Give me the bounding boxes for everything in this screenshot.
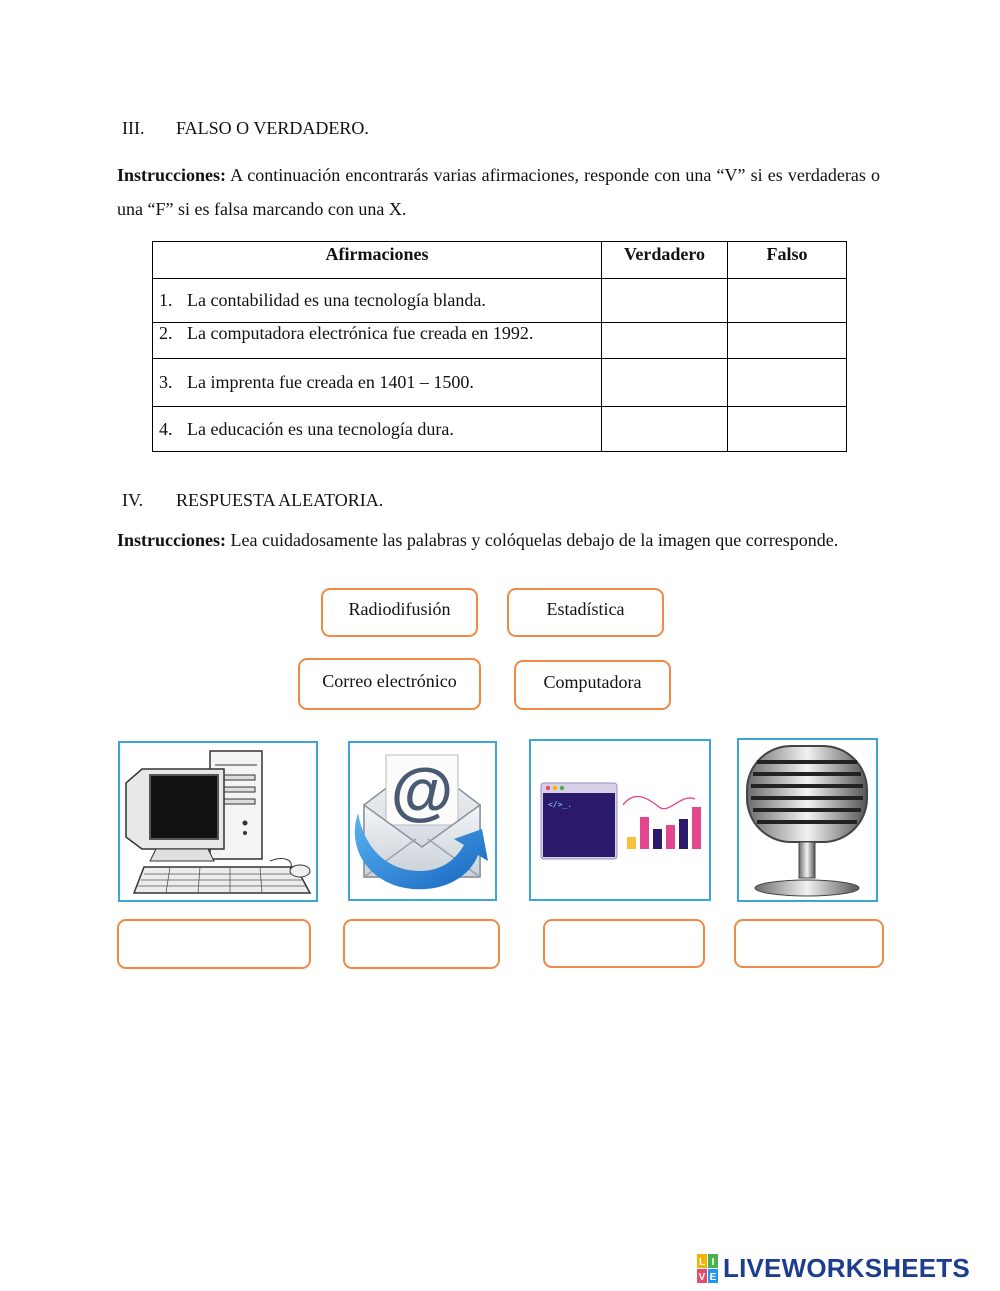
falso-answer-cell[interactable] <box>728 359 847 407</box>
section-4-number: IV. <box>122 490 144 510</box>
instructions-text: Lea cuidadosamente las palabras y colóquelas debajo de la imagen que corresponde. <box>226 530 839 550</box>
header-verdadero: Verdadero <box>602 242 728 279</box>
statement-cell <box>153 279 602 323</box>
verdadero-answer-cell[interactable] <box>602 359 728 407</box>
falso-answer-cell[interactable] <box>728 323 847 359</box>
section-3-title: FALSO O VERDADERO. <box>176 118 369 138</box>
badge-letter-e: E <box>709 1271 717 1283</box>
answer-slot-statistics[interactable] <box>543 919 705 968</box>
verdadero-answer-cell[interactable] <box>602 279 728 323</box>
instructions-label: Instrucciones: <box>117 165 226 185</box>
instructions-label: Instrucciones: <box>117 530 226 550</box>
statistics-icon <box>531 741 709 899</box>
header-falso: Falso <box>728 242 847 279</box>
email-image <box>348 741 497 901</box>
statistics-image <box>529 739 711 901</box>
liveworksheets-logo <box>697 1253 970 1284</box>
statement-number: 3. <box>159 372 173 392</box>
table-row <box>153 323 847 359</box>
liveworksheets-badge <box>697 1254 719 1284</box>
word-radiodifusion[interactable]: Radiodifusión <box>321 588 478 637</box>
verdadero-answer-cell[interactable] <box>602 323 728 359</box>
statement-cell <box>153 407 602 452</box>
word-estadistica[interactable]: Estadística <box>507 588 664 637</box>
badge-letter-i: I <box>711 1256 715 1268</box>
answer-slot-email[interactable] <box>343 919 500 969</box>
falso-answer-cell[interactable] <box>728 407 847 452</box>
section-3-instructions <box>117 158 880 226</box>
computer-image <box>118 741 318 902</box>
word-correo-electronico[interactable]: Correo electrónico <box>298 658 481 710</box>
section-4-instructions <box>117 528 880 552</box>
section-3-number: III. <box>122 118 145 138</box>
statement-text: La computadora electrónica fue creada en 1992. <box>187 323 534 343</box>
instructions-text: A continuación encontrarás varias afirmaciones, responde con una “V” si es verdaderas o una “F” si es falsa marcando con una X. <box>117 165 880 219</box>
statement-text: La educación es una tecnología dura. <box>187 418 454 439</box>
statement-number: 2. <box>159 323 173 343</box>
true-false-table <box>152 241 847 452</box>
table-row <box>153 359 847 407</box>
falso-answer-cell[interactable] <box>728 279 847 323</box>
statement-cell <box>153 323 602 359</box>
verdadero-answer-cell[interactable] <box>602 407 728 452</box>
table-row <box>153 279 847 323</box>
email-icon <box>350 743 495 899</box>
computer-icon <box>120 743 316 900</box>
statement-number: 4. <box>159 418 173 439</box>
microphone-image <box>737 738 878 902</box>
section-3-heading <box>122 118 522 142</box>
svg-text:</>_.: </>_. <box>548 800 573 809</box>
section-4-heading <box>122 490 522 514</box>
statement-cell <box>153 359 602 407</box>
table-row <box>153 407 847 452</box>
table-header-row <box>153 242 847 279</box>
microphone-icon <box>739 740 876 900</box>
answer-slot-microphone[interactable] <box>734 919 884 968</box>
svg-text:@: @ <box>390 755 454 827</box>
answer-slot-computer[interactable] <box>117 919 311 969</box>
header-afirmaciones: Afirmaciones <box>153 242 602 279</box>
statement-text: La contabilidad es una tecnología blanda. <box>187 290 486 310</box>
badge-letter-v: V <box>698 1271 706 1283</box>
statement-text: La imprenta fue creada en 1401 – 1500. <box>187 372 474 392</box>
liveworksheets-wordmark: LIVEWORKSHEETS <box>723 1253 970 1283</box>
badge-letter-l: L <box>698 1256 706 1268</box>
section-4-title: RESPUESTA ALEATORIA. <box>176 490 384 510</box>
word-computadora[interactable]: Computadora <box>514 660 671 710</box>
statement-number: 1. <box>159 290 173 310</box>
